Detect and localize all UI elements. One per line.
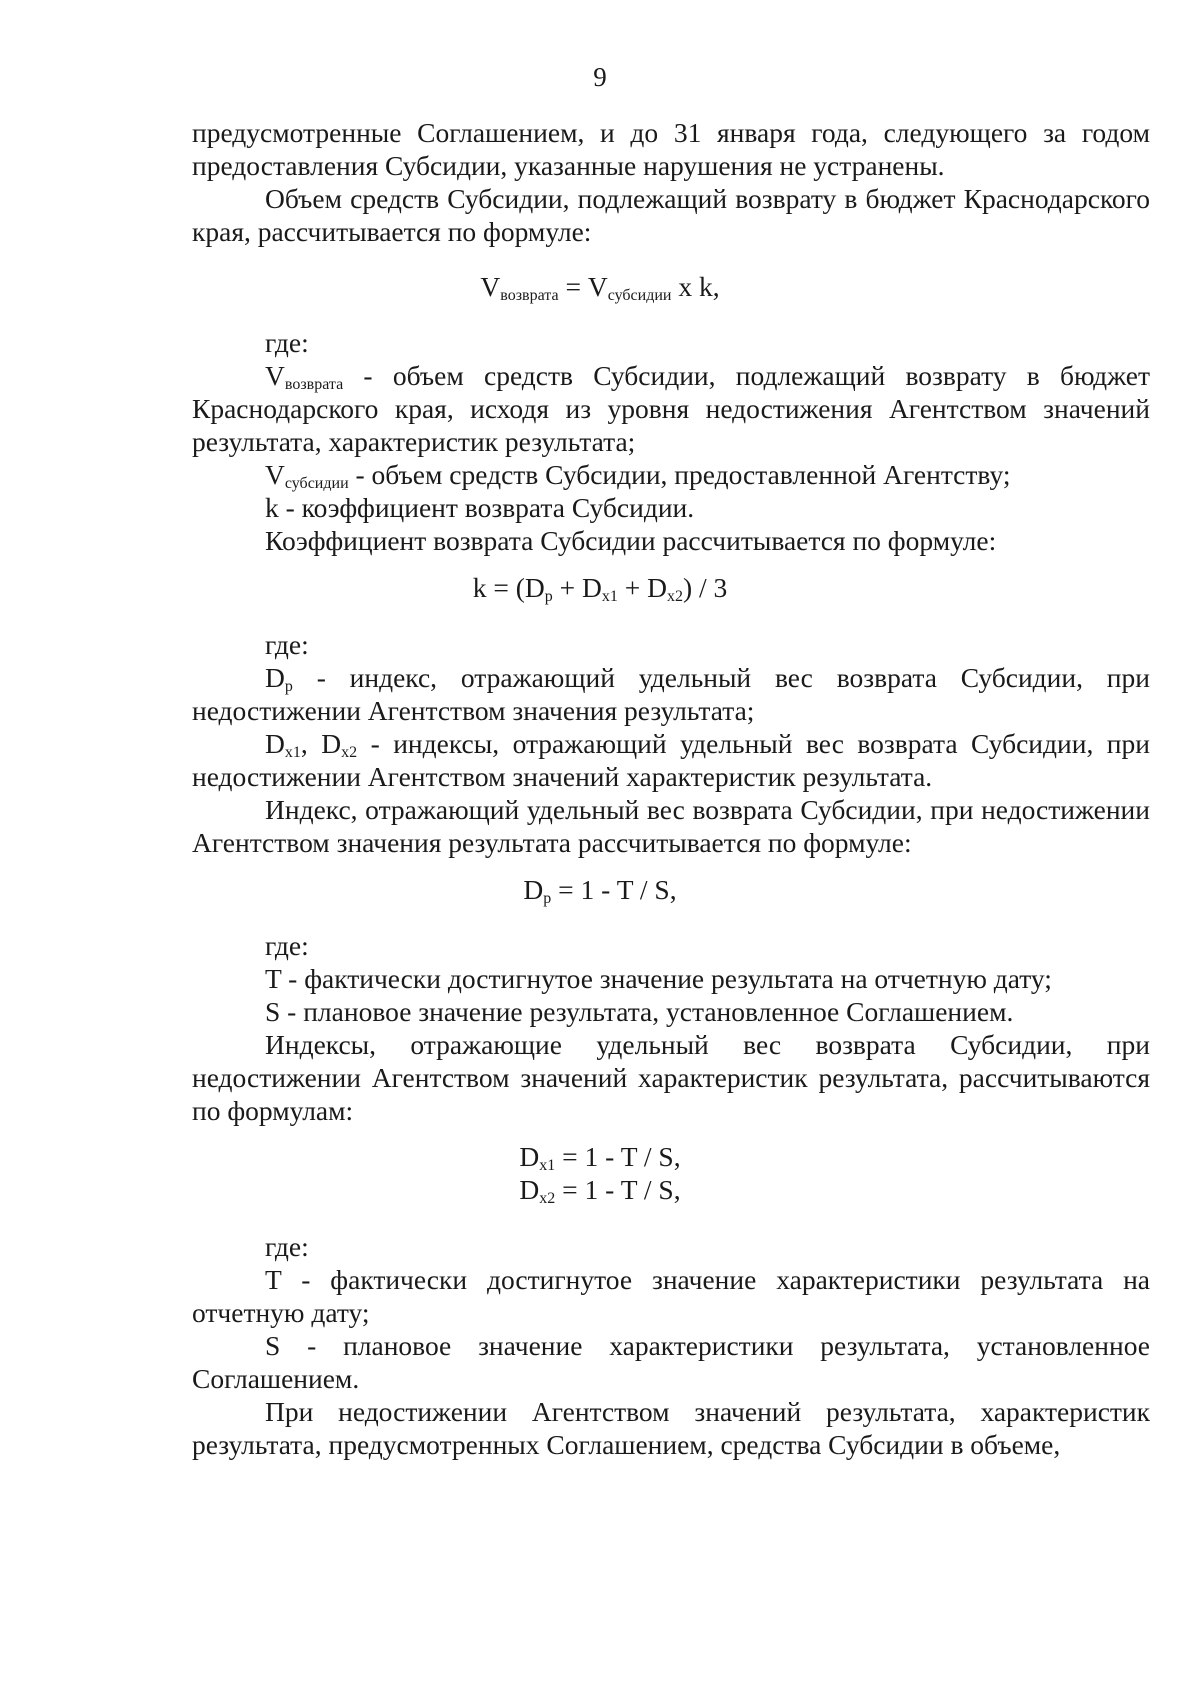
definition-text: - объем средств Субсидии, подлежащий возврату в бюджет Краснодарского края, исходя из уровня недостижения Агентством значений результата, характеристик результата;	[192, 360, 1150, 457]
definition-subscript: x2	[341, 744, 358, 761]
paragraph-closing: При недостижении Агентством значений результата, характеристик результата, предусмотренных Соглашением, средства Субсидии в объеме,	[192, 1396, 1150, 1460]
definition-dx	[192, 727, 1150, 793]
formula-v-return	[0, 270, 1200, 303]
formula-part: D	[519, 1174, 540, 1205]
definition-subscript: субсидии	[284, 475, 349, 492]
formula-symbol: V	[480, 271, 501, 302]
definition-dp	[192, 661, 1150, 727]
definition-t: T - фактически достигнутое значение результата на отчетную дату;	[265, 963, 1052, 994]
paragraph-dp-formula-intro: Индекс, отражающий удельный вес возврата Субсидии, при недостижении Агентством значения результата рассчитывается по формуле:	[192, 794, 1150, 858]
definition-t-characteristic: T - фактически достигнутое значение характеристики результата на отчетную дату;	[192, 1264, 1150, 1328]
where-label: где:	[265, 327, 309, 358]
text-block-definitions-1	[192, 326, 1150, 557]
formula-subscript: субсидии	[607, 287, 672, 304]
text-block-intro	[192, 116, 1150, 248]
definition-text: - индексы, отражающий удельный вес возврата Субсидии, при недостижении Агентством значений характеристик результата.	[192, 728, 1150, 792]
formula-subscript: p	[544, 588, 553, 605]
formula-part: D	[523, 874, 544, 905]
definition-separator: , D	[300, 728, 342, 759]
formula-part: = 1 - T / S,	[555, 1174, 681, 1205]
formula-dx	[0, 1140, 1200, 1206]
definition-subscript: возврата	[284, 376, 344, 393]
text-block-definitions-3	[192, 929, 1150, 1127]
paragraph-k-formula-intro: Коэффициент возврата Субсидии рассчитывается по формуле:	[265, 525, 997, 556]
definition-v-return	[192, 359, 1150, 458]
text-block-definitions-4	[192, 1230, 1150, 1461]
formula-part: k = (D	[472, 572, 545, 603]
definition-v-subsidy	[192, 458, 1150, 491]
paragraph-dx-formula-intro: Индексы, отражающие удельный вес возврата Субсидии, при недостижении Агентством значений характеристик результата, рассчитываются по формулам:	[192, 1029, 1150, 1126]
paragraph-formula-intro: Объем средств Субсидии, подлежащий возврату в бюджет Краснодарского края, рассчитывается по формуле:	[192, 183, 1150, 247]
definition-text: - объем средств Субсидии, предоставленной Агентству;	[348, 459, 1011, 490]
text-block-definitions-2	[192, 628, 1150, 859]
formula-subscript: x2	[539, 1190, 556, 1207]
formula-part: x k,	[671, 271, 720, 302]
formula-subscript: x1	[539, 1157, 556, 1174]
definition-subscript: p	[284, 678, 293, 695]
formula-part: D	[519, 1141, 540, 1172]
definition-s: S - плановое значение результата, установленное Соглашением.	[265, 996, 1014, 1027]
definition-text: - индекс, отражающий удельный вес возврата Субсидии, при недостижении Агентством значения результата;	[192, 662, 1150, 726]
formula-part: ) / 3	[682, 572, 728, 603]
formula-dx2	[0, 1173, 1200, 1206]
definition-symbol: V	[265, 459, 285, 490]
formula-subscript: возврата	[500, 287, 559, 304]
where-label: где:	[265, 1231, 309, 1262]
formula-part: = V	[558, 271, 608, 302]
where-label: где:	[265, 930, 309, 961]
formula-dx1	[0, 1140, 1200, 1173]
where-label: где:	[265, 629, 309, 660]
definition-subscript: x1	[284, 744, 301, 761]
definition-symbol: D	[265, 728, 285, 759]
definition-symbol: V	[265, 360, 285, 391]
definition-s-characteristic: S - плановое значение характеристики результата, установленное Соглашением.	[192, 1330, 1150, 1394]
formula-k	[0, 571, 1200, 604]
formula-subscript: x2	[666, 588, 683, 605]
formula-dp	[0, 873, 1200, 906]
formula-part: = 1 - T / S,	[555, 1141, 681, 1172]
formula-subscript: p	[543, 890, 552, 907]
formula-part: + D	[617, 572, 667, 603]
formula-subscript: x1	[601, 588, 618, 605]
page-number: 9	[593, 62, 607, 92]
formula-part: = 1 - T / S,	[551, 874, 677, 905]
paragraph-continuation: предусмотренные Соглашением, и до 31 января года, следующего за годом предоставления Субсидии, указанные нарушения не устранены.	[192, 117, 1150, 181]
definition-symbol: D	[265, 662, 285, 693]
formula-part: + D	[552, 572, 602, 603]
definition-k: k - коэффициент возврата Субсидии.	[265, 492, 695, 523]
